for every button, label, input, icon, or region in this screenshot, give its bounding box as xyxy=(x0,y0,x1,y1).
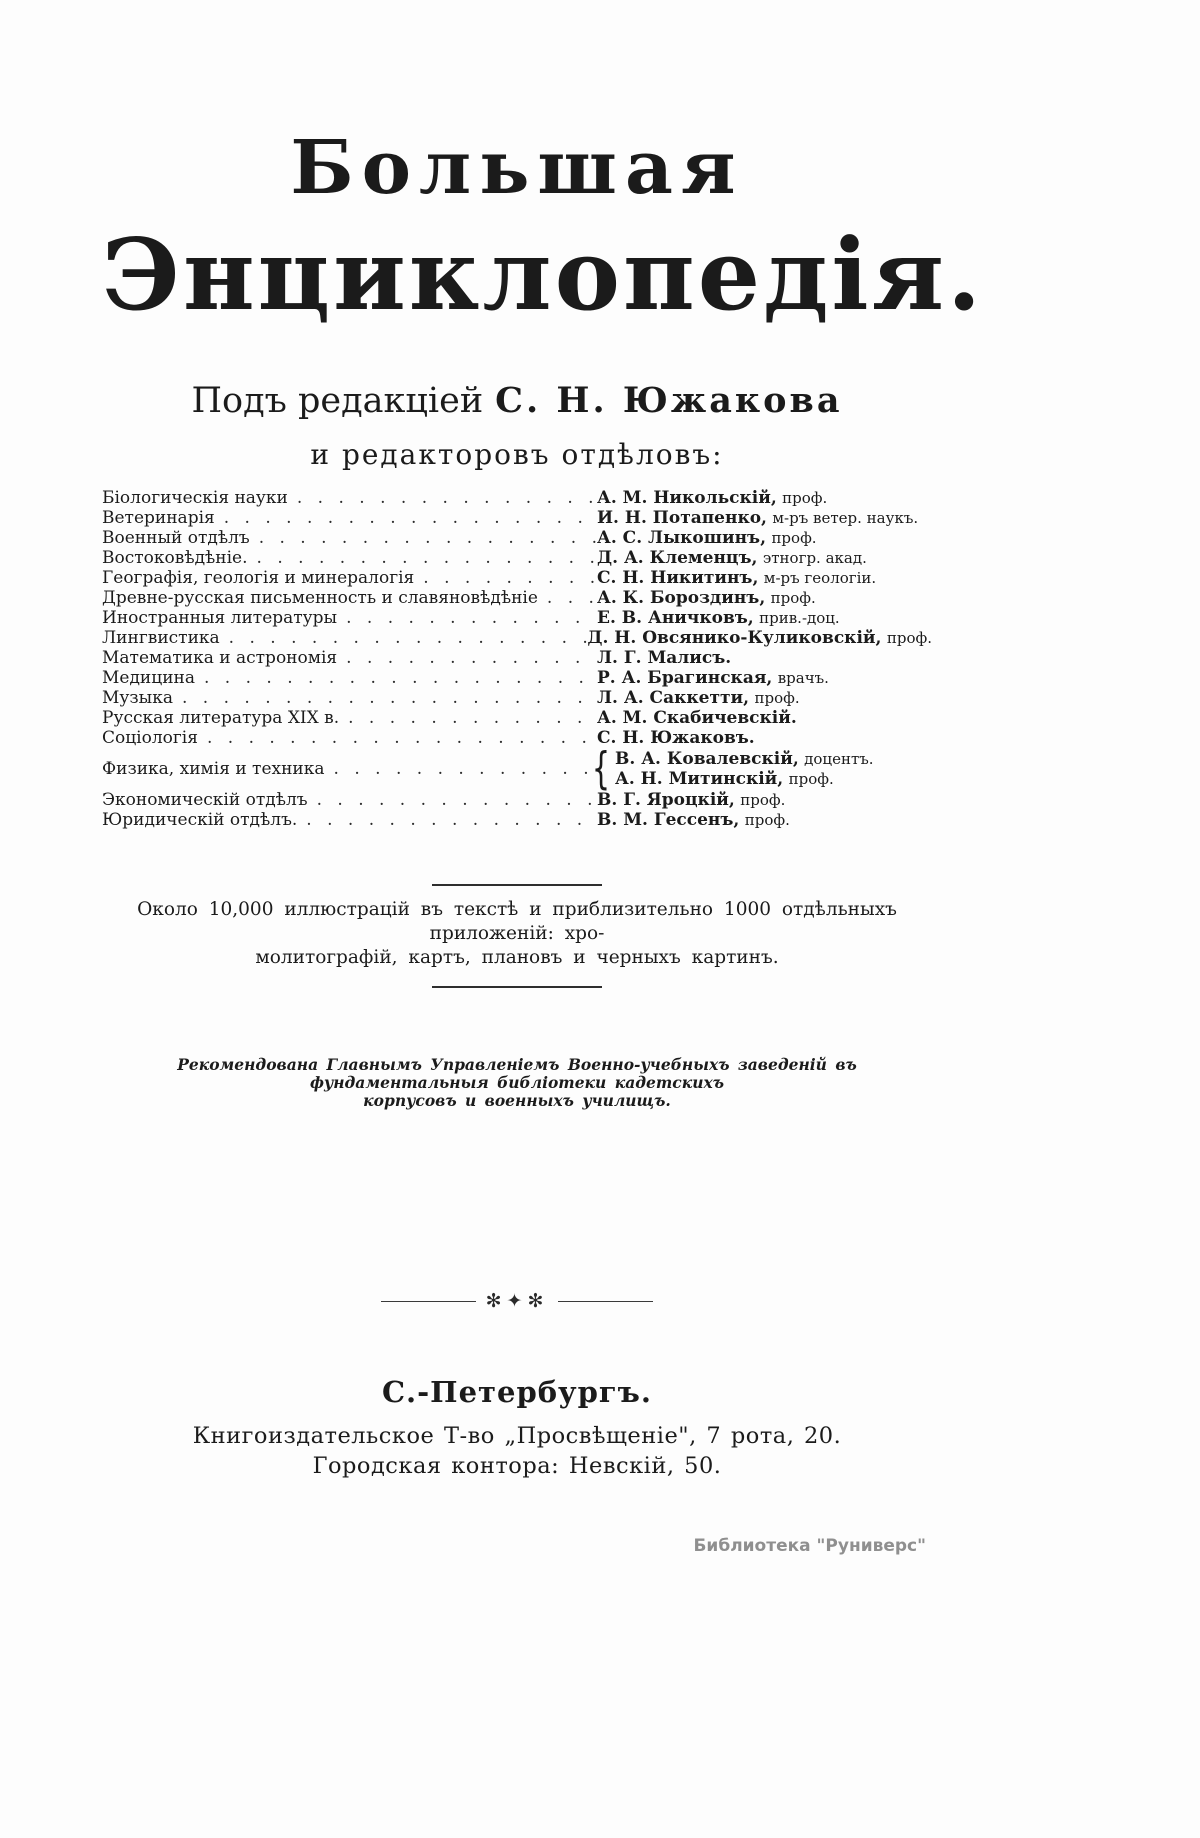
section-editor-row xyxy=(102,728,932,748)
section-editor-row xyxy=(102,568,932,588)
editor-role: этногр. акад. xyxy=(762,549,867,567)
section-editors-heading: и редакторовъ отдѣловъ: xyxy=(310,438,724,471)
editor-cell xyxy=(597,548,932,568)
section-editor-row xyxy=(102,488,932,508)
section-subject: Физика, химія и техника xyxy=(102,759,325,779)
editor-role: врачъ. xyxy=(777,669,829,687)
dot-leader xyxy=(414,568,597,588)
editor-cell xyxy=(597,728,932,748)
editor-name: С. Н. Южаковъ. xyxy=(597,728,755,748)
divider-rule-bottom xyxy=(432,986,602,988)
section-subject: Юридическій отдѣлъ. xyxy=(102,810,298,830)
editor-cell xyxy=(597,528,932,548)
dot-leader xyxy=(297,810,597,830)
ornament-line-right xyxy=(558,1301,653,1302)
section-editor-row xyxy=(102,790,932,810)
byline xyxy=(102,380,932,422)
editor-cell xyxy=(597,508,932,528)
editor-name: С. Н. Никитинъ, xyxy=(597,568,759,588)
editor-role: проф. xyxy=(770,589,816,607)
byline-prefix: Подъ редакціей xyxy=(191,381,484,421)
divider-rule-top xyxy=(432,884,602,886)
section-editor-row xyxy=(102,588,932,608)
editor-cell xyxy=(587,628,932,648)
imprint-office: Городская контора: Невскій, 50. xyxy=(312,1453,722,1479)
editor-cell xyxy=(597,790,932,810)
dot-leader xyxy=(173,688,597,708)
book-title-line2: Энциклопедія. xyxy=(102,218,985,333)
section-subject: Музыка xyxy=(102,688,173,708)
page-content xyxy=(102,0,985,1481)
ornament-icon: ✻✦✻ xyxy=(485,1290,549,1312)
editor-cell xyxy=(597,588,932,608)
editor-name: В. Г. Яроцкій, xyxy=(597,790,735,810)
editor-name: Р. А. Брагинская, xyxy=(597,668,773,688)
ornament-line-left xyxy=(381,1301,476,1302)
dot-leader xyxy=(337,608,597,628)
recommendation-line1: Рекомендована Главнымъ Управленіемъ Военно-учебныхъ заведеній въ фундаментальныя библіотеки кадетскихъ xyxy=(177,1055,857,1092)
book-title-line1: Большая xyxy=(290,125,744,211)
editor-role: проф. xyxy=(754,689,800,707)
editor-role: доцентъ. xyxy=(804,750,874,768)
dot-leader xyxy=(215,508,597,528)
dot-leader xyxy=(288,488,597,508)
section-subject: Математика и астрономія xyxy=(102,648,338,668)
section-subject: Медицина xyxy=(102,668,195,688)
section-subject: Востоковѣдѣніе. xyxy=(102,548,248,568)
library-watermark: Библиотека "Руниверс" xyxy=(693,1536,926,1556)
editor-role: проф. xyxy=(771,529,817,547)
editor-role: м-ръ ветер. наукъ. xyxy=(772,509,919,527)
editor-name: Е. В. Аничковъ, xyxy=(597,608,754,628)
editor-role: проф. xyxy=(788,770,834,788)
section-editor-row xyxy=(102,648,932,668)
editor-name: Д. Н. Овсянико-Куликовскій, xyxy=(587,628,882,648)
editor-name: А. М. Никольскій, xyxy=(597,488,777,508)
editor-cell xyxy=(597,568,932,588)
dot-leader xyxy=(250,528,597,548)
editor-cell xyxy=(597,668,932,688)
section-editor-row xyxy=(102,748,932,790)
editor-role: проф. xyxy=(744,811,790,829)
editor-name: Л. Г. Малисъ. xyxy=(597,648,732,668)
section-editor-row xyxy=(102,628,932,648)
illustrations-note xyxy=(102,898,932,970)
editor-cell xyxy=(597,488,932,508)
section-editor-row xyxy=(102,548,932,568)
section-subject: Русская литература XIX в. xyxy=(102,708,340,728)
section-editors-list xyxy=(102,488,932,830)
editor-name: Л. А. Саккетти, xyxy=(597,688,750,708)
editor-role: м-ръ геологіи. xyxy=(763,569,877,587)
dot-leader xyxy=(538,588,597,608)
editor-cell xyxy=(597,708,932,728)
section-subject: Географія, геологія и минералогія xyxy=(102,568,415,588)
editor-name: В. А. Ковалевскій, xyxy=(615,749,799,769)
section-editor-row xyxy=(102,508,932,528)
editor-name: А. М. Скабичевскій. xyxy=(597,708,797,728)
editor-name: А. К. Бороздинъ, xyxy=(597,588,766,608)
section-subject: Лингвистика xyxy=(102,628,220,648)
editor-name: И. Н. Потапенко, xyxy=(597,508,767,528)
section-subject: Соціологія xyxy=(102,728,198,748)
dot-leader xyxy=(337,648,597,668)
editor-cell xyxy=(597,810,932,830)
section-editor-row xyxy=(102,810,932,830)
dot-leader xyxy=(325,759,587,779)
dot-leader xyxy=(195,668,597,688)
editor-cell xyxy=(597,648,932,668)
editor-cell xyxy=(597,608,932,628)
editor-name: Д. А. Клеменцъ, xyxy=(597,548,758,568)
section-subject: Ветеринарія xyxy=(102,508,215,528)
chief-editor-name: С. Н. Южакова xyxy=(495,380,843,421)
recommendation-note xyxy=(102,1056,932,1110)
editor-name: В. М. Гессенъ, xyxy=(597,810,740,830)
dot-leader xyxy=(308,790,597,810)
dot-leader xyxy=(198,728,597,748)
illustrations-note-line1: Около 10,000 иллюстрацій въ текстѣ и приблизительно 1000 отдѣльныхъ приложеній: хро- xyxy=(137,899,897,944)
section-subject: Біологическія науки xyxy=(102,488,288,508)
section-subject: Военный отдѣлъ xyxy=(102,528,250,548)
section-editor-row xyxy=(102,528,932,548)
section-editor-row xyxy=(102,708,932,728)
editor-line xyxy=(615,749,932,769)
ornament-divider xyxy=(102,1292,932,1311)
section-editor-row xyxy=(102,688,932,708)
editor-role: проф. xyxy=(886,629,932,647)
editor-role: проф. xyxy=(782,489,828,507)
recommendation-line2: корпусовъ и военныхъ училищъ. xyxy=(363,1091,671,1110)
imprint-publisher: Книгоиздательское Т-во „Просвѣщеніе", 7 рота, 20. xyxy=(192,1423,842,1449)
editor-role: прив.-доц. xyxy=(759,609,840,627)
section-editor-row xyxy=(102,668,932,688)
editor-cell xyxy=(597,688,932,708)
editor-role: проф. xyxy=(740,791,786,809)
editor-name: А. Н. Митинскій, xyxy=(615,769,784,789)
editor-cell xyxy=(615,749,932,789)
section-editor-row xyxy=(102,608,932,628)
section-subject: Древне-русская письменность и славяновѣдѣніе xyxy=(102,588,538,608)
section-subject: Иностранныя литературы xyxy=(102,608,338,628)
dot-leader xyxy=(248,548,597,568)
illustrations-note-line2: молитографій, картъ, плановъ и черныхъ картинъ. xyxy=(255,947,779,968)
brace-icon xyxy=(587,748,615,790)
editor-name: А. С. Лыкошинъ, xyxy=(597,528,767,548)
dot-leader xyxy=(339,708,597,728)
section-subject: Экономическій отдѣлъ xyxy=(102,790,308,810)
editor-line xyxy=(615,769,932,789)
dot-leader xyxy=(220,628,588,648)
imprint-city: С.-Петербургъ. xyxy=(381,1375,653,1409)
